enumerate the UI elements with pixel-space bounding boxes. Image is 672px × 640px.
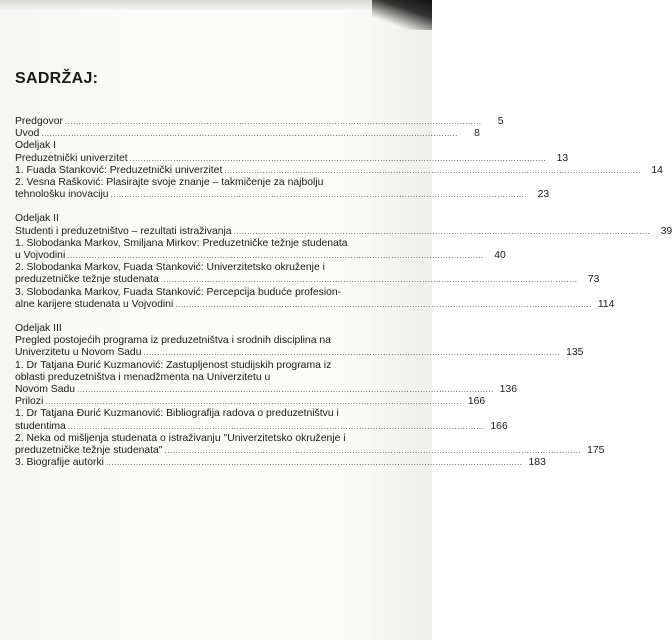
leader-dots: ......................................................................................................................................................... bbox=[233, 226, 651, 236]
toc-page-number: 14 bbox=[651, 164, 663, 176]
toc-page-number: 23 bbox=[537, 189, 550, 201]
leader-dots: ......................................................................................................................................................... bbox=[67, 421, 485, 431]
toc-entry bbox=[15, 225, 672, 238]
toc-entry-text: 3. Biografije autorki bbox=[15, 457, 104, 469]
toc-page-number: 136 bbox=[499, 384, 517, 396]
toc-entry-text: 2. Slobodanka Markov, Fuada Stanković: Univerzitetsko okruženje i bbox=[15, 262, 325, 274]
section-heading: Odeljak II bbox=[15, 213, 59, 225]
toc-page-number: 183 bbox=[528, 457, 546, 469]
toc-entry bbox=[15, 347, 584, 359]
toc-entry-text: Univerzitetu u Novom Sadu bbox=[15, 347, 142, 359]
toc-page-number: 39 bbox=[660, 225, 672, 237]
toc-entry-text: 2. Neka od mišljenja studenata o istraživanju "Univerzitetsko okruženje i bbox=[15, 432, 346, 444]
toc-entry bbox=[15, 152, 569, 165]
leader-dots: ......................................................................................................................................................... bbox=[110, 190, 528, 200]
toc-entry-text: oblasti preduzetništva i menadžmenta na Univerzitetu u bbox=[15, 371, 271, 383]
toc-entry bbox=[15, 189, 550, 201]
toc-page-number: 13 bbox=[556, 152, 569, 164]
leader-dots: ......................................................................................................................................................... bbox=[175, 299, 592, 309]
scan-corner-shadow bbox=[372, 0, 432, 30]
toc-entry bbox=[15, 396, 486, 408]
toc-page-number: 73 bbox=[587, 274, 600, 286]
toc-entry bbox=[15, 128, 480, 140]
toc-page-number: 5 bbox=[497, 116, 504, 127]
page-top-edge bbox=[0, 0, 432, 10]
toc-entry-text: Studenti i preduzetništvo – rezultati istraživanja bbox=[15, 225, 232, 237]
toc-entry bbox=[15, 116, 504, 128]
toc-entry-text: studentima bbox=[15, 420, 66, 432]
toc-entry bbox=[15, 420, 508, 433]
toc-entry-text: preduzetničke težnje studenata bbox=[15, 274, 159, 286]
leader-dots: ......................................................................................................................................................... bbox=[77, 385, 494, 395]
toc-entry bbox=[15, 164, 663, 177]
leader-dots: ......................................................................................................................................................... bbox=[41, 129, 458, 139]
leader-dots: ......................................................................................................................................................... bbox=[105, 458, 523, 468]
toc-page-number: 8 bbox=[474, 128, 480, 140]
section-gap bbox=[15, 201, 393, 213]
section-heading: Odeljak I bbox=[15, 140, 57, 152]
toc-entry-text: Novom Sadu bbox=[15, 384, 76, 396]
leader-dots: ......................................................................................................................................................... bbox=[129, 153, 547, 163]
toc-entry-text: tehnološku inovaciju bbox=[15, 189, 109, 201]
toc-page-number: 114 bbox=[597, 298, 615, 310]
toc-entry-text: Predgovor bbox=[15, 116, 63, 127]
toc-entry bbox=[15, 457, 546, 469]
toc-entry bbox=[15, 445, 605, 457]
toc-page-number: 175 bbox=[587, 445, 605, 457]
toc-entry-text: u Vojvodini bbox=[15, 250, 66, 262]
table-of-contents bbox=[15, 116, 672, 469]
toc-entry-text: Prilozi bbox=[15, 396, 44, 408]
leader-dots: ......................................................................................................................................................... bbox=[224, 165, 641, 175]
toc-entry-text: 1. Slobodanka Markov, Smiljana Mirkov: Preduzetničke težnje studenata bbox=[15, 237, 348, 249]
toc-entry bbox=[15, 384, 517, 396]
toc-entry-text: Uvod bbox=[15, 128, 40, 140]
leader-dots: ......................................................................................................................................................... bbox=[143, 348, 561, 358]
section-heading: Odeljak III bbox=[15, 323, 62, 335]
section-gap bbox=[15, 311, 393, 323]
leader-dots: ......................................................................................................................................................... bbox=[64, 117, 482, 126]
toc-entry-text: 1. Dr Tatjana Đurić Kuzmanović: Bibliografija radova o preduzetništvu i bbox=[15, 408, 339, 420]
leader-dots: ......................................................................................................................................................... bbox=[164, 446, 582, 456]
toc-entry-text: 2. Vesna Rašković: Plasirajte svoje znanje – takmičenje za najbolju bbox=[15, 177, 324, 189]
toc-page-number: 135 bbox=[566, 347, 584, 359]
leader-dots: ......................................................................................................................................................... bbox=[67, 251, 484, 261]
leader-dots: ......................................................................................................................................................... bbox=[45, 397, 462, 407]
toc-entry-text: Pregled postojećih programa iz preduzetništva i srodnih disciplina na bbox=[15, 335, 331, 347]
toc-page-number: 40 bbox=[494, 250, 506, 262]
toc-page-number: 166 bbox=[467, 396, 486, 408]
page-title: SADRŽAJ: bbox=[15, 70, 99, 87]
toc-entry bbox=[15, 274, 600, 286]
toc-page-number: 166 bbox=[490, 420, 508, 432]
toc-entry-text: 1. Dr Tatjana Đurić Kuzmanović: Zastupljenost studijskih programa iz bbox=[15, 359, 332, 371]
leader-dots: ......................................................................................................................................................... bbox=[160, 275, 578, 285]
toc-entry-text: alne karijere studenata u Vojvodini bbox=[15, 298, 174, 310]
toc-entry-text: preduzetničke težnje studenata" bbox=[15, 445, 163, 457]
toc-entry-text: Preduzetnički univerzitet bbox=[15, 152, 128, 164]
toc-entry-text: 1. Fuada Stanković: Preduzetnički univerzitet bbox=[15, 164, 223, 176]
toc-entry bbox=[15, 250, 506, 262]
toc-entry bbox=[15, 298, 615, 311]
toc-entry-text: 3. Slobodanka Markov, Fuada Stanković: Percepcija buduće profesion- bbox=[15, 286, 342, 298]
